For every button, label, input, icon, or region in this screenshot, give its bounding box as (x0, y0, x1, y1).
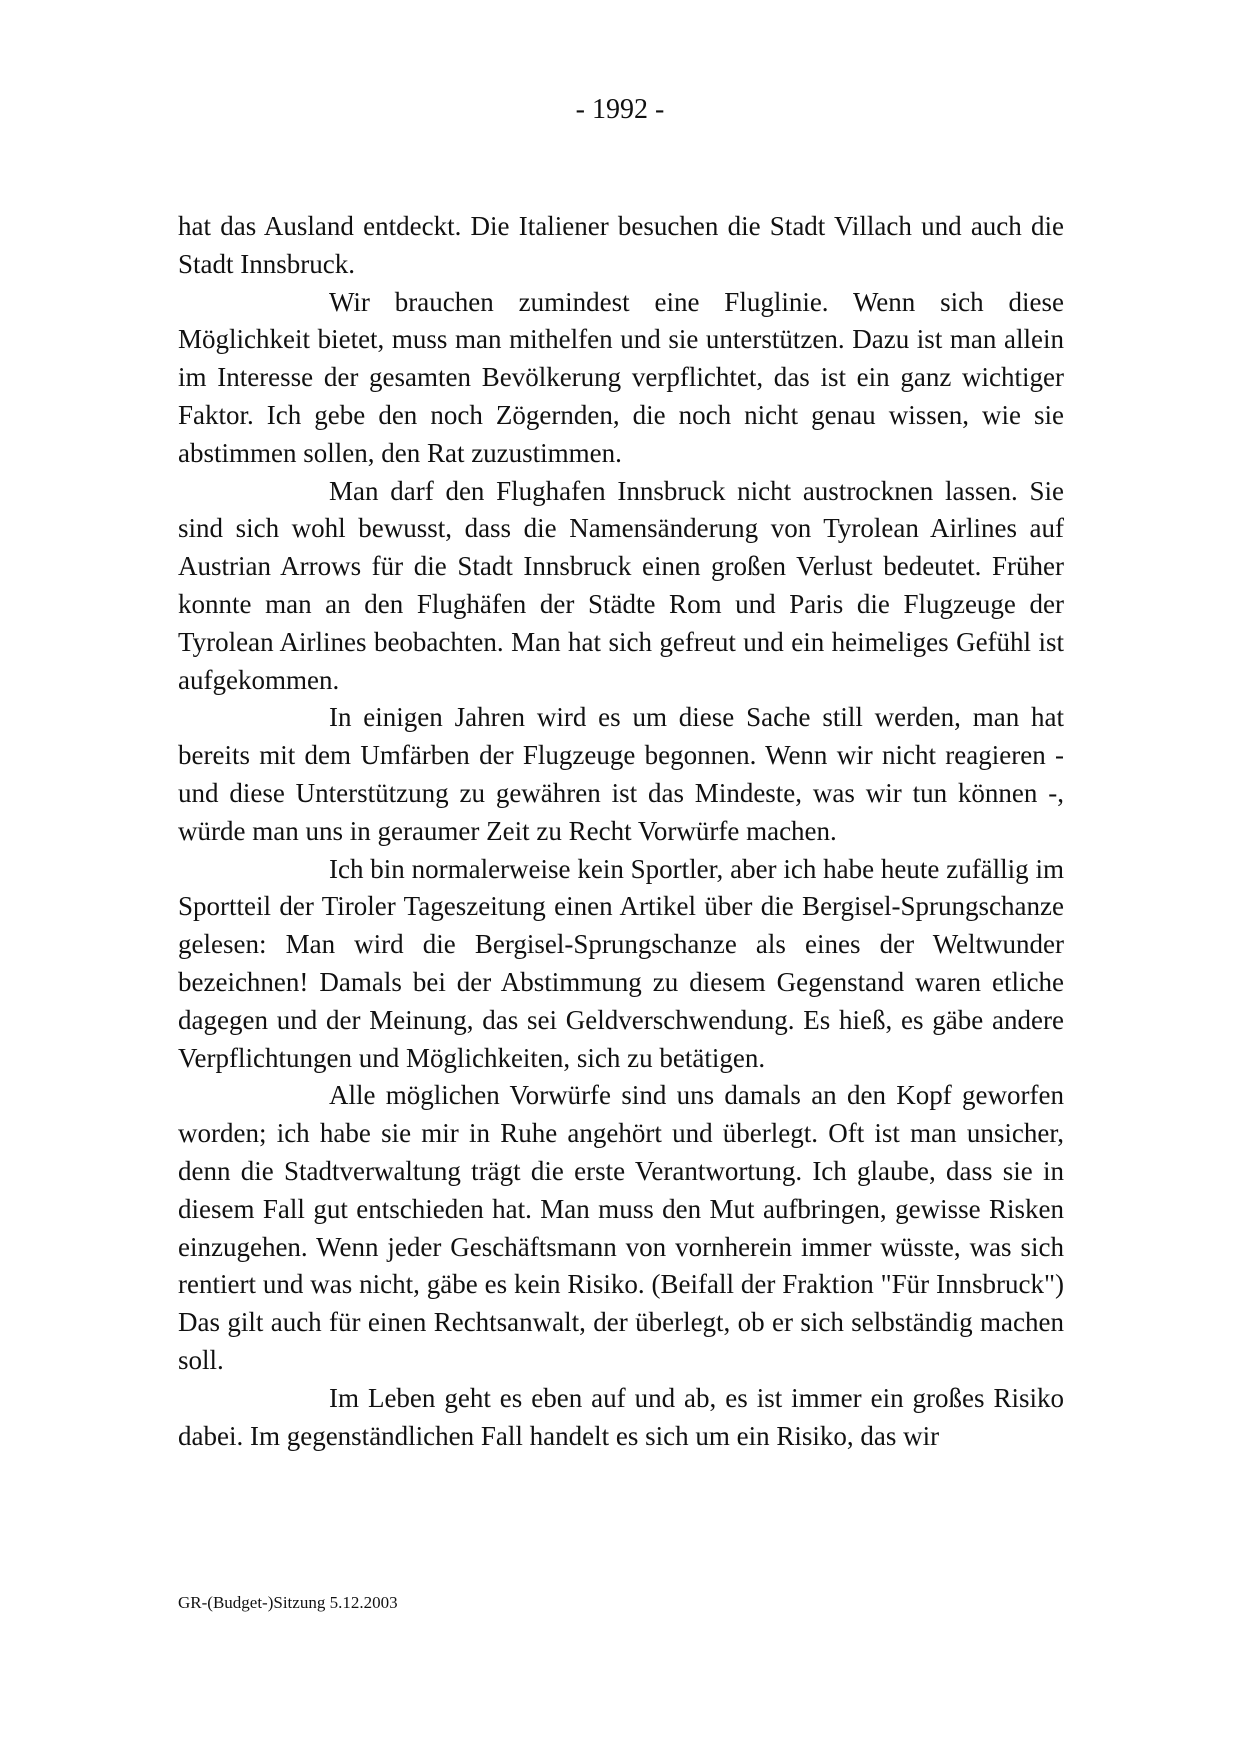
paragraph-5: Ich bin normalerweise kein Sportler, aber ich habe heute zufällig im Sportteil der Tiroler Tageszeitung einen Artikel über die Bergisel-Sprungschanze gelesen: Man wird die Bergisel-Sprungschanze als eines der Weltwunder bezeichnen! Damals bei der Abstimmung zu diesem Gegenstand waren etliche dagegen und der Meinung, das sei Geldverschwendung. Es hieß, es gäbe andere Verpflichtungen und Möglichkeiten, sich zu betätigen. (178, 853, 1064, 1073)
page-footer: GR-(Budget-)Sitzung 5.12.2003 (178, 1593, 398, 1612)
paragraph-1: hat das Ausland entdeckt. Die Italiener besuchen die Stadt Villach und auch die Stadt Innsbruck. (178, 211, 1064, 279)
paragraph-3: Man darf den Flughafen Innsbruck nicht austrocknen lassen. Sie sind sich wohl bewusst, dass die Namensänderung von Tyrolean Airlines auf Austrian Arrows für die Stadt Innsbruck einen großen Verlust bedeutet. Früher konnte man an den Flughäfen der Städte Rom und Paris die Flugzeuge der Tyrolean Airlines beobachten. Man hat sich gefreut und ein heimeliges Gefühl ist aufgekommen. (178, 475, 1064, 695)
paragraph-7: Im Leben geht es eben auf und ab, es ist immer ein großes Risiko dabei. Im gegenständlichen Fall handelt es sich um ein Risiko, das wir (178, 1382, 1064, 1451)
paragraph-6: Alle möglichen Vorwürfe sind uns damals an den Kopf geworfen worden; ich habe sie mir in Ruhe angehört und überlegt. Oft ist man unsicher, denn die Stadtverwaltung trägt die erste Verantwortung. Ich glaube, dass sie in diesem Fall gut entschieden hat. Man muss den Mut aufbringen, gewisse Risken einzugehen. Wenn jeder Geschäftsmann von vornherein immer wüsste, was sich rentiert und was nicht, gäbe es kein Risiko. (Beifall der Fraktion "Für Innsbruck") Das gilt auch für einen Rechtsanwalt, der überlegt, ob er sich selbständig machen soll. (178, 1080, 1064, 1375)
body-text (178, 208, 1064, 1455)
page-number: - 1992 - (575, 94, 665, 125)
paragraph-2: Wir brauchen zumindest eine Fluglinie. Wenn sich diese Möglichkeit bietet, muss man mithelfen und sie unterstützen. Dazu ist man allein im Interesse der gesamten Bevölkerung verpflichtet, das ist ein ganz wichtiger Faktor. Ich gebe den noch Zögernden, die noch nicht genau wissen, wie sie abstimmen sollen, den Rat zuzustimmen. (178, 286, 1064, 468)
paragraph-4: In einigen Jahren wird es um diese Sache still werden, man hat bereits mit dem Umfärben der Flugzeuge begonnen. Wenn wir nicht reagieren - und diese Unterstützung zu gewähren ist das Mindeste, was wir tun können -, würde man uns in geraumer Zeit zu Recht Vorwürfe machen. (178, 702, 1064, 846)
